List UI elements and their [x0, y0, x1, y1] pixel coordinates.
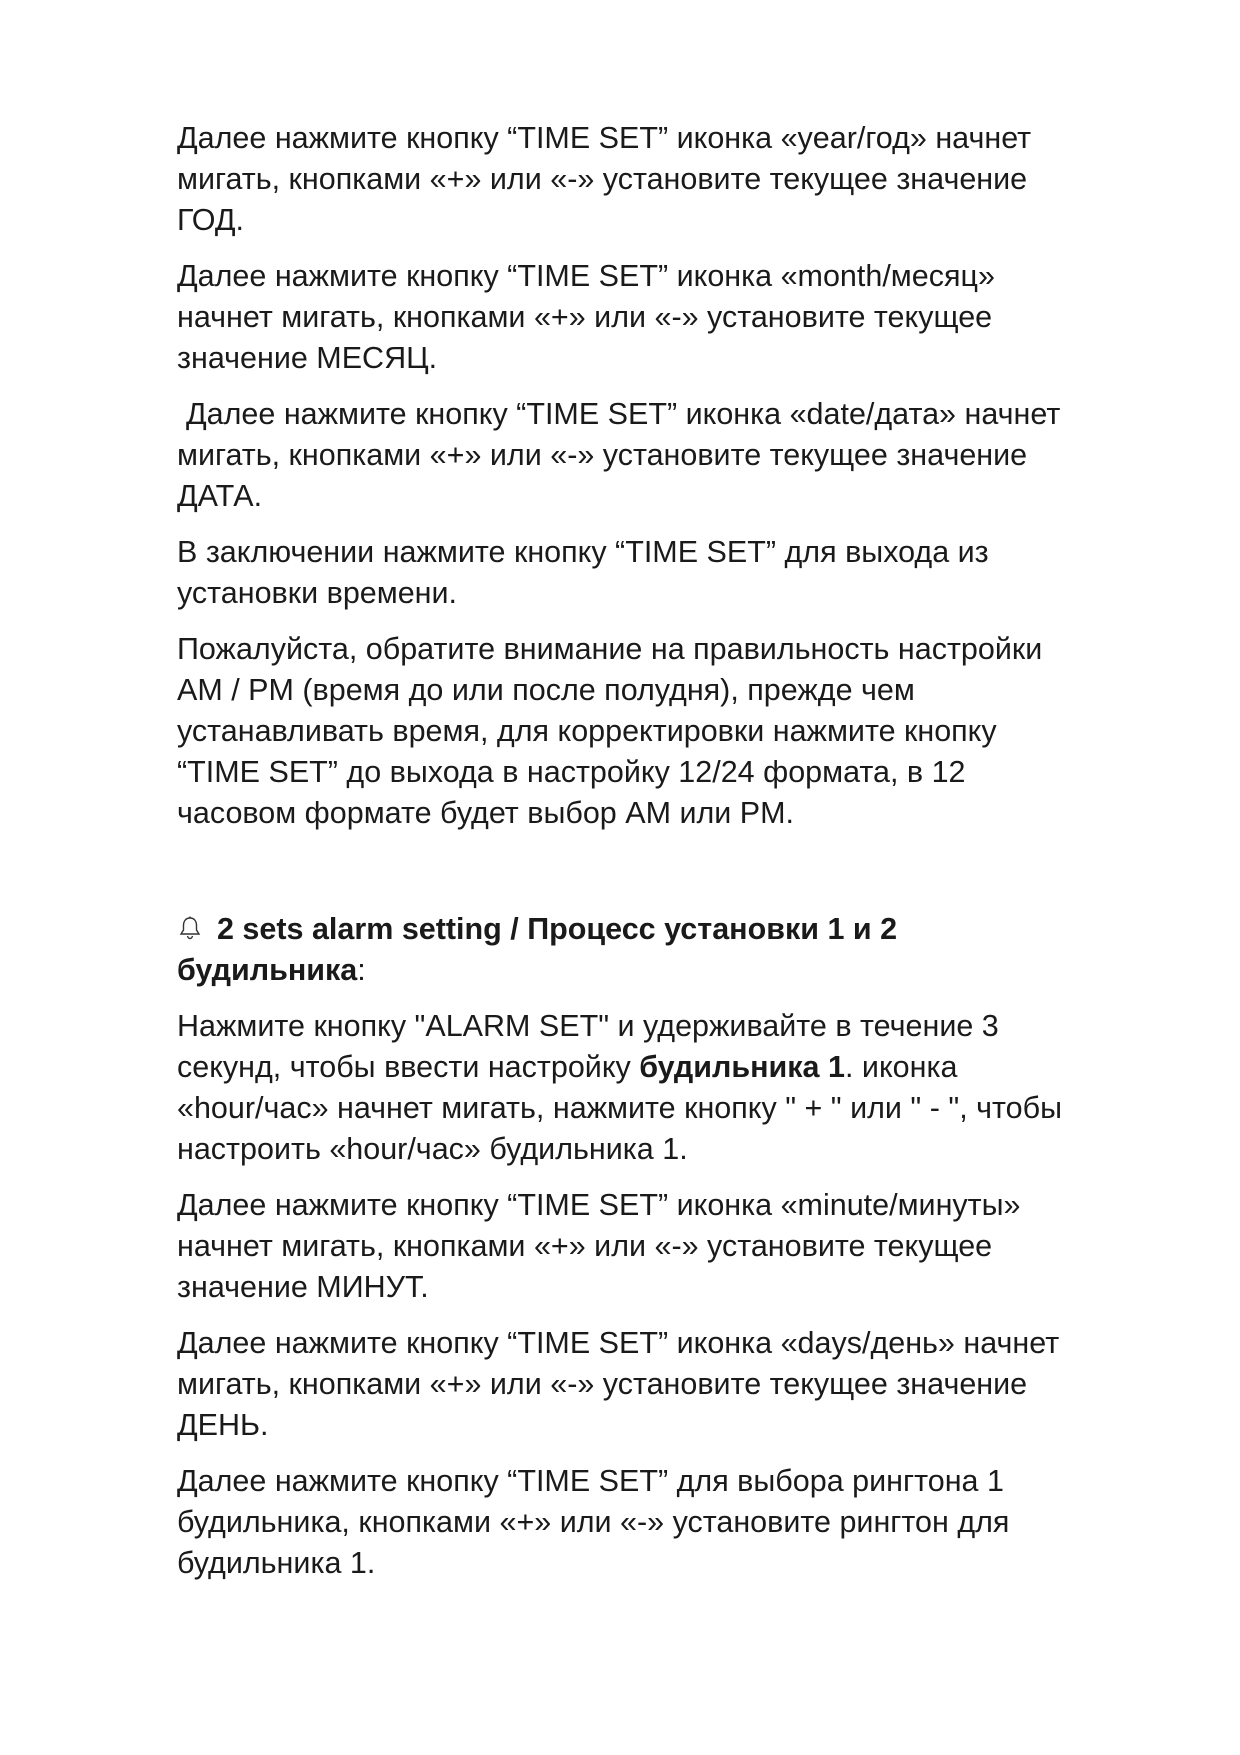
text-line: ДЕНЬ.	[177, 1408, 269, 1442]
heading-bold-word: будильника	[177, 953, 358, 987]
text-line: “TIME SET” до выхода в настройку 12/24 формата, в 12	[177, 755, 966, 789]
text-line: «hour/час» начнет мигать, нажмите кнопку " + " или " - ", чтобы	[177, 1091, 1063, 1125]
text-line: Далее нажмите кнопку “TIME SET” иконка «year/год» начнет	[177, 121, 1032, 155]
bell-icon	[177, 915, 203, 941]
heading-text: 2 sets alarm setting / Процесс установки 1 и 2	[217, 912, 898, 946]
text-line: значение МЕСЯЦ.	[177, 341, 438, 375]
paragraph-year	[177, 118, 1162, 241]
text-line: AM / PM (время до или после полудня), прежде чем	[177, 673, 915, 707]
paragraph-ringtone	[177, 1461, 1162, 1584]
paragraph-date	[177, 394, 1162, 517]
text-line: будильника 1.	[177, 1546, 376, 1580]
section-spacer	[177, 849, 1162, 909]
text-line: Нажмите кнопку "ALARM SET" и удерживайте в течение 3	[177, 1009, 999, 1043]
paragraph-days	[177, 1323, 1162, 1446]
text-line	[177, 1047, 1162, 1088]
heading-colon: :	[357, 953, 366, 987]
text-line: устанавливать время, для корректировки нажмите кнопку	[177, 714, 997, 748]
text-line: мигать, кнопками «+» или «-» установите текущее значение	[177, 162, 1028, 196]
heading-line	[177, 950, 1162, 991]
text-line: Далее нажмите кнопку “TIME SET” иконка «days/день» начнет	[177, 1326, 1060, 1360]
text-line: мигать, кнопками «+» или «-» установите текущее значение	[177, 438, 1028, 472]
text-line: Далее нажмите кнопку “TIME SET” для выбора рингтона 1	[177, 1464, 1004, 1498]
text-line: часовом формате будет выбор AM или PM.	[177, 796, 795, 830]
text-span: секунд, чтобы ввести настройку	[177, 1050, 640, 1084]
text-line: Пожалуйста, обратите внимание на правильность настройки	[177, 632, 1043, 666]
text-line: настроить «hour/час» будильника 1.	[177, 1132, 688, 1166]
text-line: начнет мигать, кнопками «+» или «-» установите текущее	[177, 1229, 993, 1263]
alarm-section-heading	[177, 909, 1162, 991]
document-page	[177, 118, 1162, 1599]
text-line: установки времени.	[177, 576, 458, 610]
text-line: Далее нажмите кнопку “TIME SET” иконка «date/дата» начнет	[186, 397, 1061, 431]
paragraph-ampm-note	[177, 629, 1162, 834]
paragraph-exit	[177, 532, 1162, 614]
text-line: Далее нажмите кнопку “TIME SET” иконка «month/месяц»	[177, 259, 995, 293]
text-line: мигать, кнопками «+» или «-» установите текущее значение	[177, 1367, 1028, 1401]
text-line: значение МИНУТ.	[177, 1270, 429, 1304]
text-line: Далее нажмите кнопку “TIME SET” иконка «minute/минуты»	[177, 1188, 1021, 1222]
bold-alarm-1: будильника 1	[639, 1050, 845, 1084]
paragraph-minute	[177, 1185, 1162, 1308]
paragraph-alarm-intro	[177, 1006, 1162, 1170]
paragraph-month	[177, 256, 1162, 379]
text-line: ДАТА.	[177, 479, 263, 513]
text-line: начнет мигать, кнопками «+» или «-» установите текущее	[177, 300, 993, 334]
heading-line	[177, 909, 1162, 950]
text-line: В заключении нажмите кнопку “TIME SET” для выхода из	[177, 535, 989, 569]
text-line: ГОД.	[177, 203, 244, 237]
text-span: . иконка	[844, 1050, 958, 1084]
text-line: будильника, кнопками «+» или «-» установите рингтон для	[177, 1505, 1010, 1539]
